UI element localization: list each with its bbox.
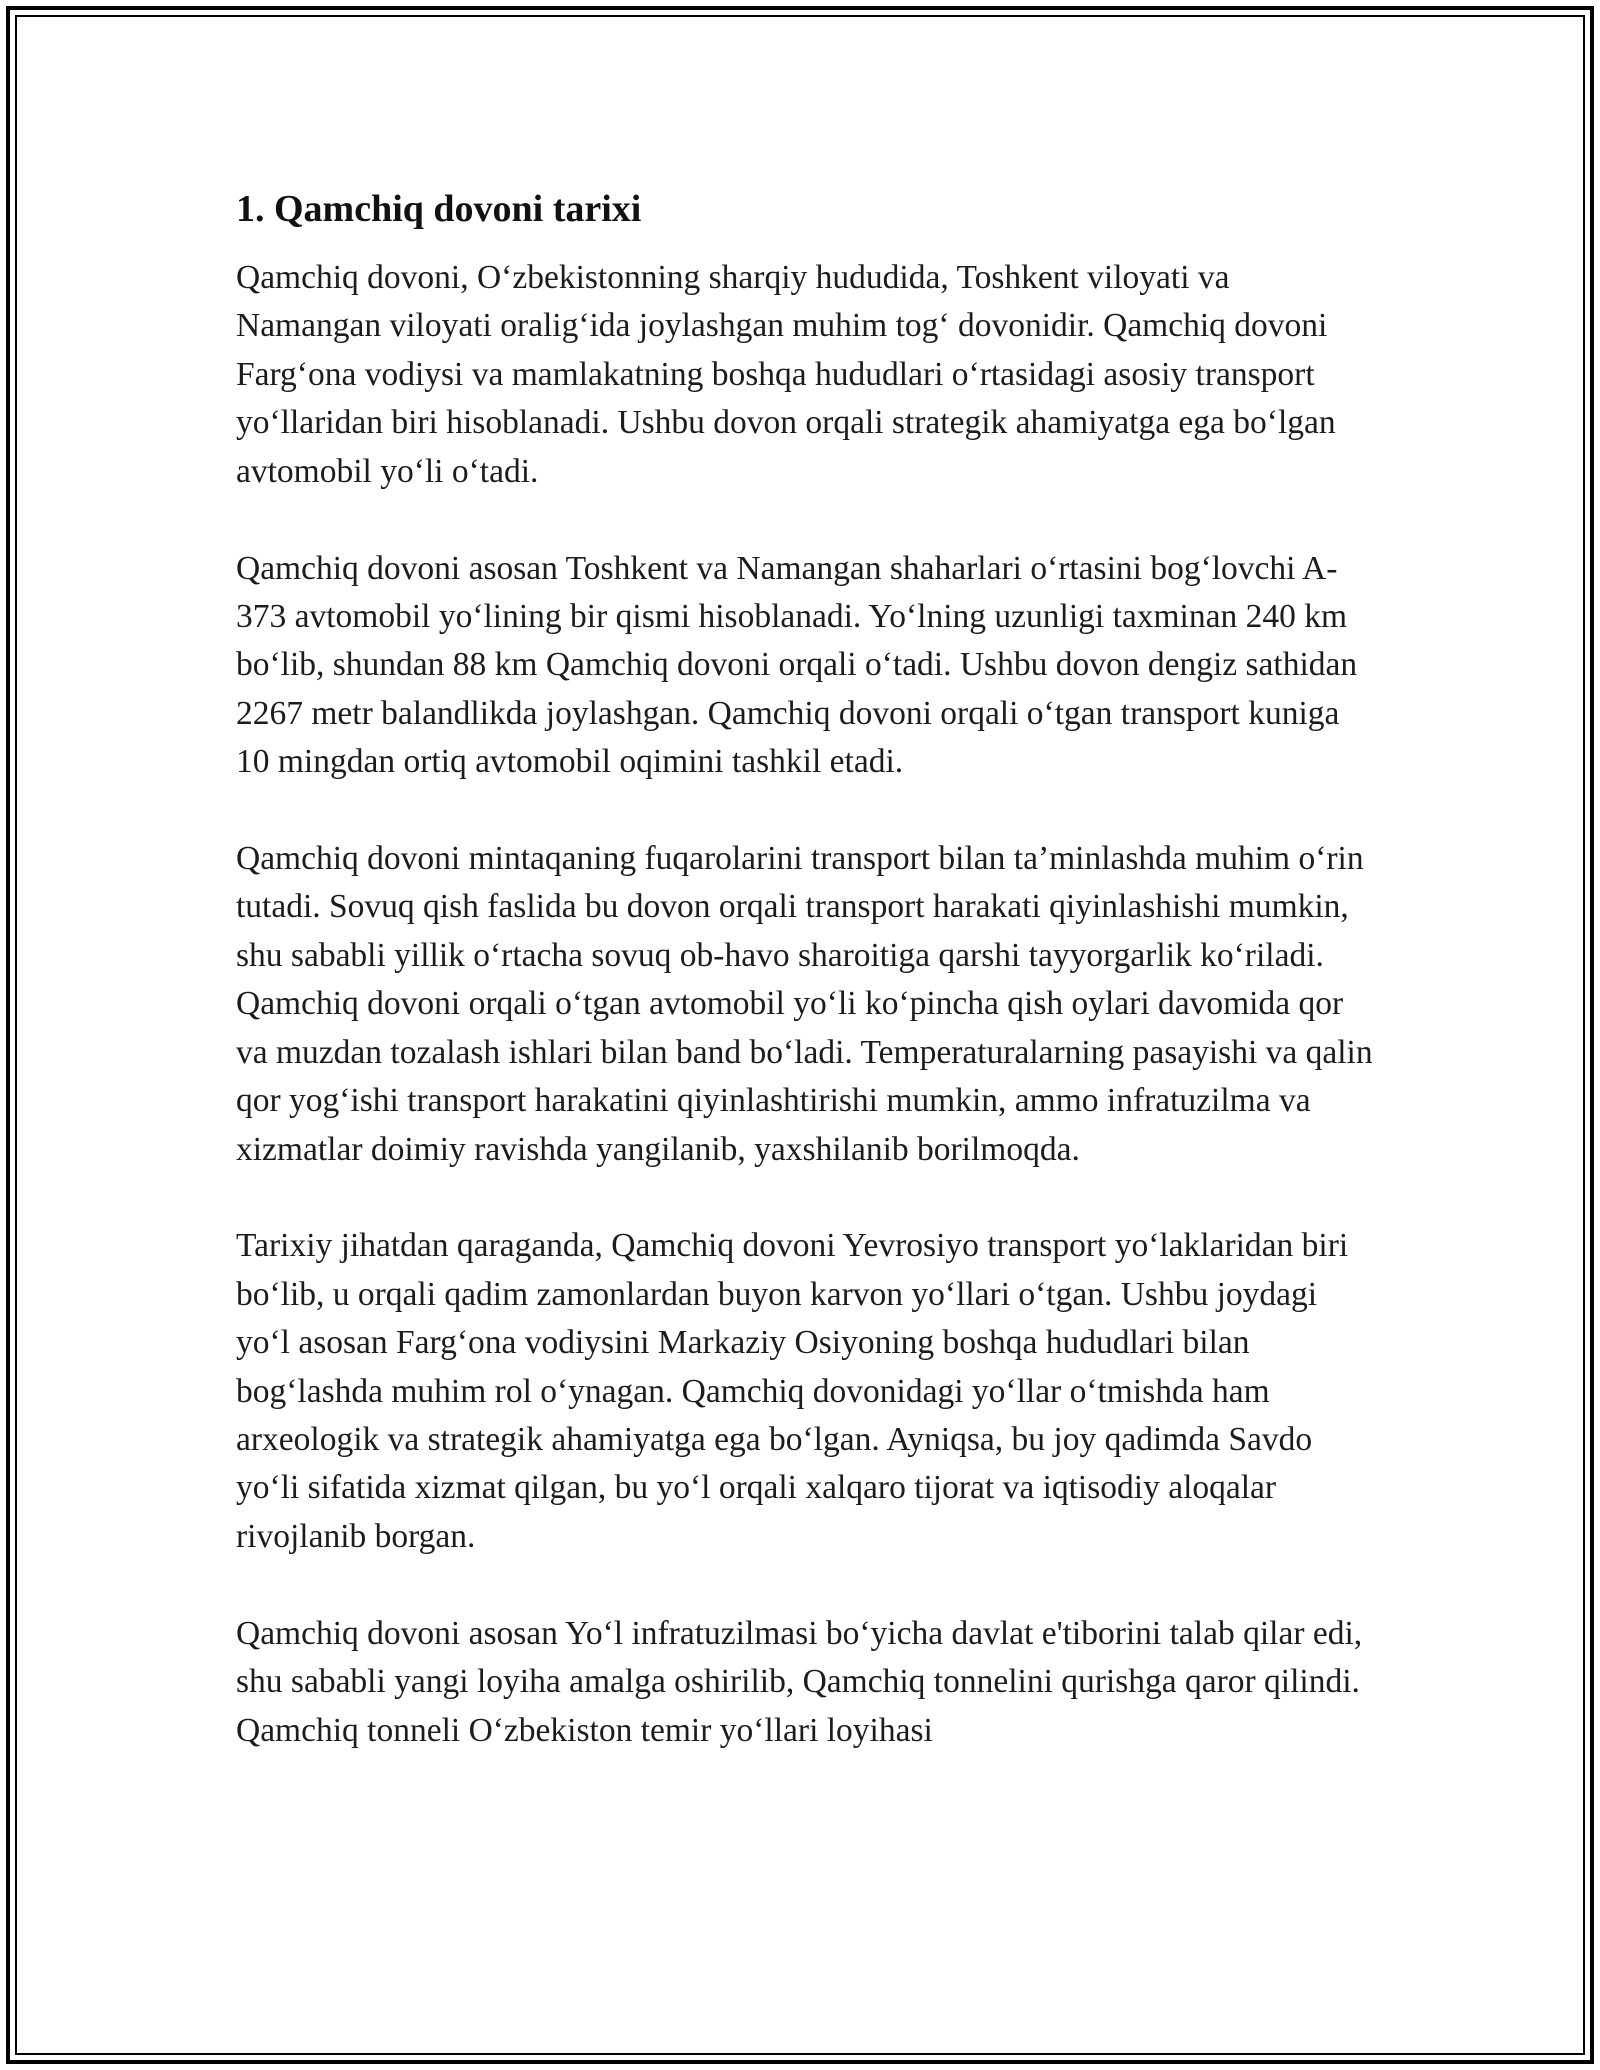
paragraph-1: Qamchiq dovoni, O‘zbekistonning sharqiy hududida, Toshkent viloyati va Namangan viloyati oralig‘ida joylashgan muhim tog‘ dovonidir. Qamchiq dovoni Farg‘ona vodiysi va mamlakatning boshqa hududlari o‘rtasidagi asosiy transport yo‘llaridan biri hisoblanadi. Ushbu dovon orqali strategik ahamiyatga ega bo‘lgan avtomobil yo‘li o‘tadi.: [236, 259, 1336, 490]
document-body: [236, 186, 1376, 1803]
section-heading: 1. Qamchiq dovoni tarixi: [236, 188, 642, 230]
paragraph-4: Tarixiy jihatdan qaraganda, Qamchiq dovoni Yevrosiyo transport yo‘laklaridan biri bo‘lib, u orqali qadim zamonlardan buyon karvon yo‘llari o‘tgan. Ushbu joydagi yo‘l asosan Farg‘ona vodiysini Markaziy Osiyoning boshqa hududlari bilan bog‘lashda muhim rol o‘ynagan. Qamchiq dovonidagi yo‘llar o‘tmishda ham arxeologik va strategik ahamiyatga ega bo‘lgan. Ayniqsa, bu joy qadimda Savdo yo‘li sifatida xizmat qilgan, bu yo‘l orqali xalqaro tijorat va iqtisodiy aloqalar rivojlanib borgan.: [236, 1227, 1349, 1555]
paragraph-3: Qamchiq dovoni mintaqaning fuqarolarini transport bilan ta’minlashda muhim o‘rin tutadi. Sovuq qish faslida bu dovon orqali transport harakati qiyinlashishi mumkin, shu sababli yillik o‘rtacha sovuq ob-havo sharoitiga qarshi tayyorgarlik ko‘riladi. Qamchiq dovoni orqali o‘tgan avtomobil yo‘li ko‘pincha qish oylari davomida qor va muzdan tozalash ishlari bilan band bo‘ladi. Temperaturalarning pasayishi va qalin qor yog‘ishi transport harakatini qiyinlashtirishi mumkin, ammo infratuzilma va xizmatlar doimiy ravishda yangilanib, yaxshilanib borilmoqda.: [236, 840, 1373, 1168]
paragraph-5: Qamchiq dovoni asosan Yo‘l infratuzilmasi bo‘yicha davlat e'tiborini talab qilar edi, shu sababli yangi loyiha amalga oshirilib, Qamchiq tonnelini qurishga qaror qilindi. Qamchiq tonneli O‘zbekiston temir yo‘llari loyihasi: [236, 1614, 1363, 1749]
paragraph-2: Qamchiq dovoni asosan Toshkent va Namangan shaharlari o‘rtasini bog‘lovchi A-373 avtomobil yo‘lining bir qismi hisoblanadi. Yo‘lning uzunligi taxminan 240 km bo‘lib, shundan 88 km Qamchiq dovoni orqali o‘tadi. Ushbu dovon dengiz sathidan 2267 metr balandlikda joylashgan. Qamchiq dovoni orqali o‘tgan transport kuniga 10 mingdan ortiq avtomobil oqimini tashkil etadi.: [236, 549, 1358, 781]
